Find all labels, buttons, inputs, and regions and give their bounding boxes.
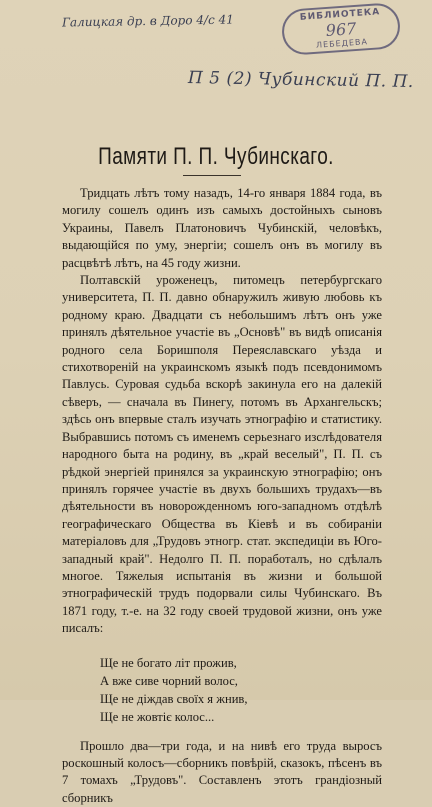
paragraph-3: Прошло два—три года, и на нивѣ его труда выросъ роскошный колосъ—сборникъ повѣрій, сказокъ, пѣсенъ въ 7 томахъ „Трудовъ". Составленъ этотъ грандіозный сборникъ bbox=[62, 738, 382, 805]
poem-line: А вже сиве чорний волос, bbox=[100, 673, 238, 688]
article-title: Памяти П. П. Чубинскаго. bbox=[98, 144, 334, 171]
poem-line: Ще не діждав своїх я жнив, bbox=[100, 691, 248, 706]
stamp-number: 967 bbox=[325, 18, 357, 41]
paragraph-2: Полтавскій уроженецъ, питомецъ петербургскаго университета, П. П. давно обнаружилъ живую любовь къ родному краю. Двадцати съ небольшимъ лѣтъ онъ уже принялъ дѣятельное участіе въ „Основѣ" въ видѣ описанія родного села Боришполя Переяславскаго уѣзда и стихотвореній на украинскомъ языкѣ подъ псевдонимомъ Павлусь. Суровая судьба вскорѣ закинула его на далекій сѣверъ, — сначала въ Пинегу, потомъ въ Архангельскъ; здѣсь онъ впервые сталъ изучать этнографію и статистику. Выбравшись потомъ съ именемъ серьезнаго изслѣдователя народного быта на родину, въ „край веселый", П. П. съ рѣдкой энергіей принялся за украинскую этнографію; онъ принялъ горячее участіе въ двухъ большихъ трудахъ—въ дѣятельности въ новорожденномъ юго-западномъ отдѣлѣ географическаго Общества въ Кіевѣ и въ собираніи матеріаловъ для „Трудовъ этногр. стат. экспедиціи въ Юго-западный край". Недолго П. П. поработалъ, но сдѣлалъ многое. Тяжелыя испытанія въ жизни и большой этнографическій трудъ подорвали силы Чубинскаго. Въ 1871 году, т.-е. на 32 году своей трудовой жизни, онъ уже писалъ: bbox=[62, 273, 382, 636]
stamp-line-3: ЛЕБЕДЕВА bbox=[315, 37, 369, 50]
title-rule bbox=[183, 175, 241, 176]
library-stamp bbox=[281, 2, 402, 56]
paragraph-1: Тридцать лѣтъ тому назадъ, 14-го января 1884 года, въ могилу сошелъ одинъ изъ самыхъ достойныхъ сыновъ Украины, Павелъ Платоновичъ Чубинскій, человѣкъ, выдающійся по уму, энергіи; сошелъ онъ въ могилу въ расцвѣтѣ лѣтъ, на 45 году жизни. bbox=[62, 186, 382, 270]
article-body bbox=[62, 185, 382, 807]
poem-quote bbox=[100, 654, 382, 726]
poem-line: Ще не жовтіє колос... bbox=[100, 709, 215, 724]
poem-line: Ще не богато літ прожив, bbox=[100, 655, 237, 670]
handwritten-acquisition-note: Галицкая др. в Доро 4/с 41 bbox=[61, 12, 234, 30]
handwritten-catalog-note: П 5 (2) Чубинский П. П. bbox=[187, 68, 414, 92]
stamp-line-1: БИБЛИОТЕКА bbox=[299, 7, 381, 23]
